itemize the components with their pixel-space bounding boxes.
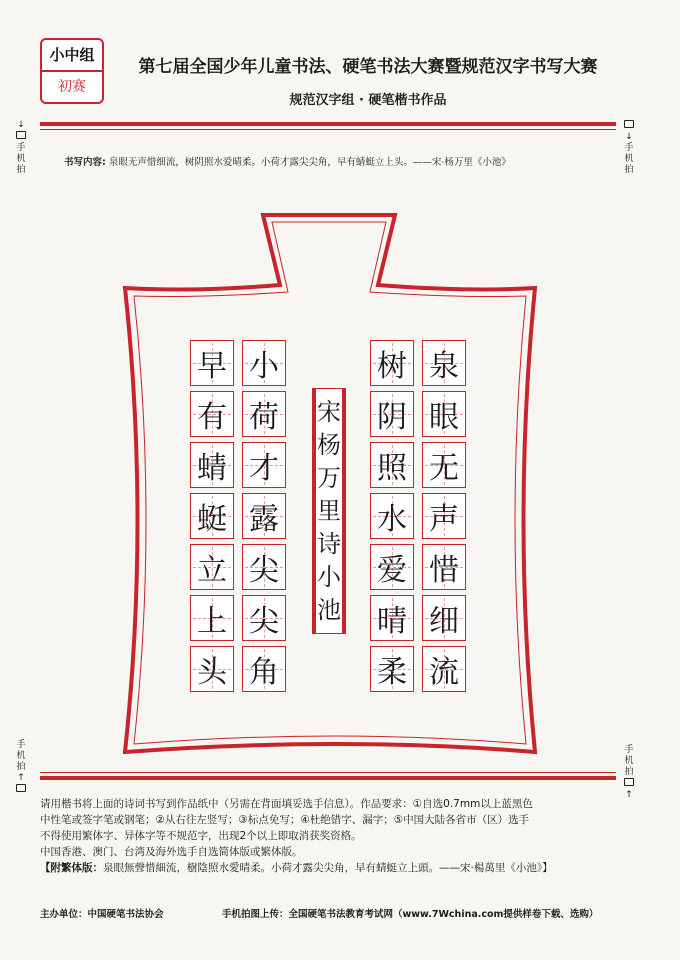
attribution-char: 池 (317, 596, 341, 625)
side-label: 手机拍 (624, 745, 634, 777)
badge-group: 小中组 (42, 40, 102, 72)
attribution-char: 小 (317, 563, 341, 592)
grid-cell (242, 544, 286, 590)
grid-cell (370, 544, 414, 590)
poem-char: 小 (249, 349, 279, 384)
poem-char: 惜 (429, 553, 459, 588)
traditional-label: 【附繁体版： (40, 862, 103, 874)
attribution-char: 宋 (317, 397, 341, 426)
footer-organizer: 主办单位：中国硬笔书法协会 (40, 909, 164, 920)
grid-cell (242, 646, 286, 692)
grid-cell (422, 544, 466, 590)
grid-cell (242, 595, 286, 641)
grid-cell (370, 595, 414, 641)
arrow-down-icon: ↓ (17, 120, 25, 130)
poem-char: 柔 (377, 655, 407, 690)
grid-cell (242, 493, 286, 539)
poem-char: 露 (249, 502, 279, 537)
attribution-char: 诗 (317, 530, 341, 559)
poem-char: 水 (377, 502, 407, 537)
arrow-up-icon: ↑ (17, 773, 25, 783)
grid-cell (242, 442, 286, 488)
poem-char: 眼 (429, 400, 459, 435)
poem-char: 尖 (249, 604, 279, 639)
poem-char: 尖 (249, 553, 279, 588)
page-subtitle: 规范汉字组 · 硬笔楷书作品 (289, 93, 447, 108)
poem-char: 有 (197, 400, 227, 435)
side-label: 手机拍 (624, 143, 634, 175)
poem-char: 阴 (377, 400, 407, 435)
poem-char: 荷 (249, 400, 279, 435)
poem-char: 蜓 (197, 502, 227, 537)
grid-cell (190, 442, 234, 488)
attribution-char: 万 (317, 463, 341, 492)
poem-char: 照 (377, 451, 407, 486)
poem-char: 声 (429, 502, 459, 537)
poem-char: 早 (197, 349, 227, 384)
traditional-text: 泉眼無聲惜細流，樹陰照水愛晴柔。小荷才露尖尖角，早有蜻蜓立上頭。——宋·楊萬里《小池》】 (103, 862, 553, 874)
poem-char: 泉 (429, 349, 459, 384)
poem-char: 流 (429, 655, 459, 690)
page-title: 第七届全国少年儿童书法、硬笔书法大赛暨规范汉字书写大赛 (138, 57, 598, 77)
bottom-rule-thick (40, 776, 616, 780)
badge-stage: 初赛 (58, 79, 86, 95)
footer-upload: 手机拍图上传：全国硬笔书法教育考试网（www.7Wchina.com提供样卷下载、选购） (222, 909, 599, 920)
poem-char: 立 (197, 553, 227, 588)
traditional-version (40, 860, 640, 876)
instructions (40, 796, 640, 876)
grid-cell (422, 646, 466, 692)
attribution-char: 里 (317, 496, 341, 525)
grid-cell (370, 646, 414, 692)
grid-cell (422, 493, 466, 539)
instructions-line: 中国香港、澳门、台湾及海外选手自选简体版或繁体版。 (40, 846, 303, 858)
writing-content-text: 泉眼无声惜细流，树阴照水爱晴柔。小荷才露尖尖角，早有蜻蜓立上头。——宋·杨万里《小池》 (108, 157, 511, 168)
side-label: 手机拍 (16, 143, 26, 175)
side-label: 手机拍 (16, 740, 26, 772)
grid-cell (190, 493, 234, 539)
poem-char: 树 (377, 349, 407, 384)
poem-char: 上 (197, 604, 227, 639)
arrow-down-icon: ↓ (625, 132, 633, 142)
grid-cell (190, 340, 234, 386)
grid-cell (190, 391, 234, 437)
grid-cell (370, 340, 414, 386)
instructions-line: 中性笔或签字笔或钢笔；②从右往左竖写；③标点免写；④杜绝错字、漏字；⑤中国大陆各省市（区）选手 (40, 814, 530, 826)
writing-content-label: 书写内容: (64, 157, 106, 168)
grid-cell (242, 340, 286, 386)
poem-char: 头 (197, 655, 227, 690)
grid-cell (190, 544, 234, 590)
grid-cell (422, 595, 466, 641)
bottom-rule-thin (40, 772, 616, 773)
grid-cell (242, 391, 286, 437)
poem-char: 角 (249, 655, 279, 690)
poem-char: 才 (249, 451, 279, 486)
attribution-scroll (312, 388, 346, 634)
poem-char: 蜻 (197, 451, 227, 486)
grid-cell (190, 646, 234, 692)
arrow-up-icon: ↑ (625, 790, 633, 800)
grid-cell (370, 493, 414, 539)
instructions-line: 不得使用繁体字、异体字等不规范字，出现2个以上即取消获奖资格。 (40, 830, 362, 842)
instructions-line: 请用楷书将上面的诗词书写到作品纸中（另需在背面填妥选手信息）。作品要求：①自选0.7mm以上蓝黑色 (40, 798, 533, 810)
poem-char: 晴 (377, 604, 407, 639)
poem-char: 细 (429, 604, 459, 639)
grid-cell (422, 340, 466, 386)
grid-cell (370, 391, 414, 437)
poem-char: 爱 (377, 553, 407, 588)
poem-char: 无 (429, 451, 459, 486)
grid-cell (370, 442, 414, 488)
grid-cell (190, 595, 234, 641)
grid-cell (422, 391, 466, 437)
attribution-char: 杨 (317, 430, 341, 459)
grid-cell (422, 442, 466, 488)
